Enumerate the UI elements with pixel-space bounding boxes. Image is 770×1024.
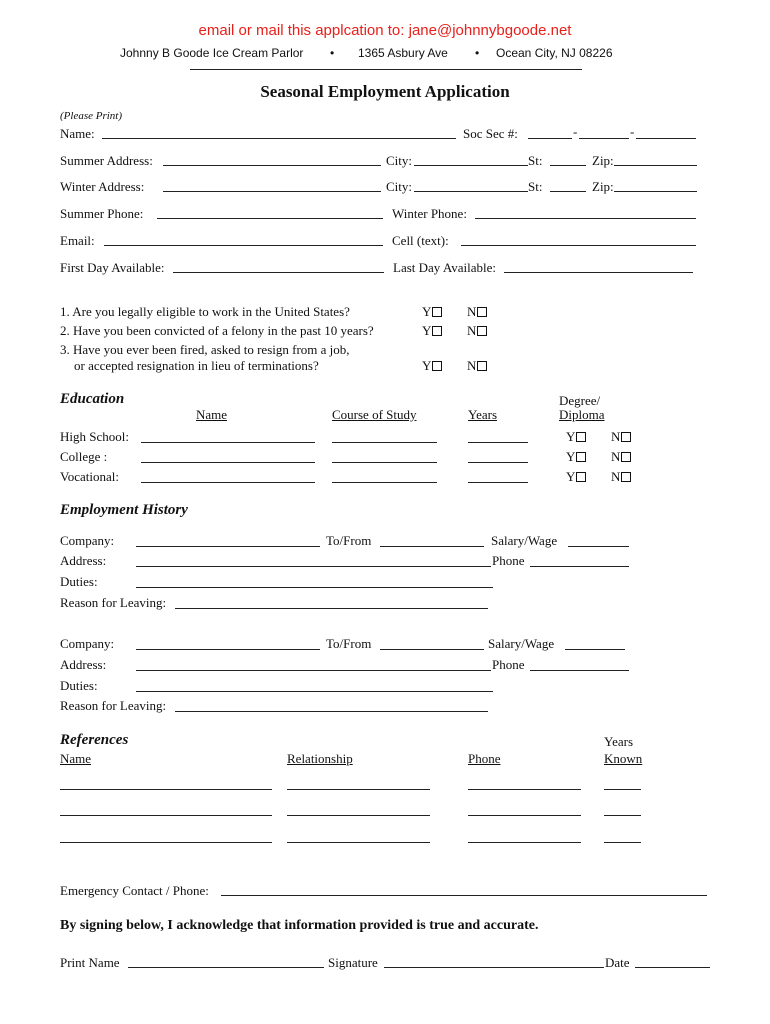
winter-state-line bbox=[550, 191, 586, 192]
print-name-line bbox=[128, 967, 324, 968]
duties-field[interactable] bbox=[136, 677, 493, 691]
ref-phone-field[interactable] bbox=[468, 801, 581, 815]
years-line bbox=[468, 482, 528, 483]
employment-heading: Employment History bbox=[60, 502, 188, 518]
ref-name-line bbox=[60, 842, 272, 843]
cell-field[interactable] bbox=[461, 231, 696, 245]
course-line bbox=[332, 462, 437, 463]
years-line bbox=[468, 462, 528, 463]
summer-address-line bbox=[163, 165, 381, 166]
ref-name-field[interactable] bbox=[60, 801, 272, 815]
edu-row-label: Vocational: bbox=[60, 469, 119, 484]
reason-label: Reason for Leaving: bbox=[60, 698, 167, 713]
soc-sec-dash: - bbox=[630, 124, 635, 139]
print-name-field[interactable] bbox=[128, 953, 324, 967]
ref-name-field[interactable] bbox=[60, 828, 272, 842]
header-rule bbox=[190, 69, 582, 70]
emergency-contact-field[interactable] bbox=[221, 881, 707, 895]
yes-label: Y bbox=[422, 323, 432, 338]
winter-city-field[interactable] bbox=[414, 177, 528, 191]
address-label: Address: bbox=[60, 553, 107, 568]
ref-name-field[interactable] bbox=[60, 775, 272, 789]
print-name-label: Print Name bbox=[60, 955, 120, 970]
ref-phone-line bbox=[468, 842, 581, 843]
summer-state-line bbox=[550, 165, 586, 166]
to-from-line bbox=[380, 546, 484, 547]
first-day-line bbox=[173, 272, 384, 273]
company-field[interactable] bbox=[136, 635, 320, 649]
reason-line bbox=[175, 608, 488, 609]
address-line bbox=[136, 566, 491, 567]
winter-zip-line bbox=[614, 191, 697, 192]
address-line bbox=[136, 670, 491, 671]
col-ref-name: Name bbox=[60, 751, 92, 766]
winter-state-field[interactable] bbox=[550, 177, 586, 191]
reason-field[interactable] bbox=[175, 697, 488, 711]
no-label: N bbox=[611, 469, 621, 484]
course-field[interactable] bbox=[332, 468, 437, 482]
years-field[interactable] bbox=[468, 468, 528, 482]
school-name-field[interactable] bbox=[141, 448, 315, 462]
soc-sec-field-1[interactable] bbox=[528, 124, 572, 138]
signature-label: Signature bbox=[328, 955, 378, 970]
summer-zip-line bbox=[614, 165, 697, 166]
reason-line bbox=[175, 711, 488, 712]
question-3-yes[interactable] bbox=[422, 358, 442, 374]
degree-no[interactable] bbox=[611, 469, 631, 485]
emergency-contact-line bbox=[221, 895, 707, 896]
email-label: Email: bbox=[60, 233, 95, 248]
years-known-header-line1: Years bbox=[604, 734, 634, 749]
course-line bbox=[332, 442, 437, 443]
duties-field[interactable] bbox=[136, 573, 493, 587]
yes-checkbox[interactable] bbox=[432, 361, 442, 371]
company-field[interactable] bbox=[136, 532, 320, 546]
salary-label: Salary/Wage bbox=[488, 636, 555, 651]
please-print-note: (Please Print) bbox=[60, 110, 123, 122]
col-ref-phone: Phone bbox=[468, 751, 501, 766]
name-field[interactable] bbox=[102, 124, 456, 138]
name-label: Name: bbox=[60, 126, 95, 141]
winter-city-label: City: bbox=[386, 179, 413, 194]
question-3: 3. Have you ever been fired, asked to resign from a job, bbox=[60, 342, 350, 357]
school-name-field[interactable] bbox=[141, 468, 315, 482]
duties-label: Duties: bbox=[60, 574, 98, 589]
yes-label: Y bbox=[566, 469, 576, 484]
soc-sec-field-3[interactable] bbox=[636, 124, 696, 138]
yes-label: Y bbox=[566, 429, 576, 444]
first-day-field[interactable] bbox=[173, 258, 384, 272]
company-line bbox=[136, 546, 320, 547]
salary-line bbox=[565, 649, 625, 650]
summer-city-line bbox=[414, 165, 528, 166]
education-heading: Education bbox=[60, 391, 125, 407]
school-name-line bbox=[141, 482, 315, 483]
yes-checkbox[interactable] bbox=[576, 472, 586, 482]
no-checkbox[interactable] bbox=[477, 361, 487, 371]
yes-label: Y bbox=[566, 449, 576, 464]
col-edu-name: Name bbox=[196, 407, 228, 422]
summer-phone-label: Summer Phone: bbox=[60, 206, 144, 221]
winter-zip-label: Zip: bbox=[592, 179, 614, 194]
company-label: Company: bbox=[60, 636, 115, 651]
duties-line bbox=[136, 691, 493, 692]
summer-city-field[interactable] bbox=[414, 151, 528, 165]
salary-field[interactable] bbox=[568, 532, 629, 546]
reason-label: Reason for Leaving: bbox=[60, 595, 167, 610]
phone-line bbox=[530, 670, 629, 671]
no-checkbox[interactable] bbox=[621, 452, 631, 462]
last-day-field[interactable] bbox=[504, 258, 693, 272]
edu-row-label: High School: bbox=[60, 429, 129, 444]
soc-sec-label: Soc Sec #: bbox=[463, 126, 518, 141]
winter-phone-line bbox=[475, 218, 696, 219]
winter-phone-field[interactable] bbox=[475, 204, 696, 218]
years-line bbox=[468, 442, 528, 443]
date-line bbox=[635, 967, 710, 968]
ref-phone-line bbox=[468, 815, 581, 816]
question-1-no[interactable] bbox=[467, 304, 487, 320]
no-checkbox[interactable] bbox=[621, 432, 631, 442]
reason-field[interactable] bbox=[175, 594, 488, 608]
emergency-contact-label: Emergency Contact / Phone: bbox=[60, 883, 209, 898]
col-edu-course: Course of Study bbox=[332, 407, 417, 422]
first-day-label: First Day Available: bbox=[60, 260, 165, 275]
cell-line bbox=[461, 245, 696, 246]
references-heading: References bbox=[60, 732, 129, 748]
school-name-line bbox=[141, 462, 315, 463]
col-ref-relationship: Relationship bbox=[287, 751, 353, 766]
ref-relationship-line bbox=[287, 815, 430, 816]
years-field[interactable] bbox=[468, 448, 528, 462]
course-line bbox=[332, 482, 437, 483]
no-checkbox[interactable] bbox=[477, 326, 487, 336]
to-from-field[interactable] bbox=[380, 635, 484, 649]
degree-yes[interactable] bbox=[566, 429, 586, 445]
company-line bbox=[136, 649, 320, 650]
ref-relationship-field[interactable] bbox=[287, 775, 430, 789]
ref-years-line bbox=[604, 815, 641, 816]
email-instruction: email or mail this applcation to: jane@johnnybgoode.net bbox=[198, 22, 572, 39]
edu-row-label: College : bbox=[60, 449, 108, 464]
ref-phone-field[interactable] bbox=[468, 828, 581, 842]
signature-line bbox=[384, 967, 604, 968]
ref-relationship-field[interactable] bbox=[287, 801, 430, 815]
to-from-field[interactable] bbox=[380, 532, 484, 546]
ref-years-field[interactable] bbox=[604, 775, 641, 789]
degree-header-line1: Degree/ bbox=[559, 393, 601, 408]
salary-label: Salary/Wage bbox=[491, 533, 558, 548]
address-label: Address: bbox=[60, 657, 107, 672]
duties-label: Duties: bbox=[60, 678, 98, 693]
business-name: Johnny B Goode Ice Cream Parlor bbox=[120, 46, 304, 60]
business-city: Ocean City, NJ 08226 bbox=[496, 46, 613, 60]
yes-checkbox[interactable] bbox=[576, 432, 586, 442]
soc-sec-line-3 bbox=[636, 138, 696, 139]
no-label: N bbox=[467, 304, 477, 319]
last-day-label: Last Day Available: bbox=[393, 260, 497, 275]
no-label: N bbox=[611, 429, 621, 444]
to-from-line bbox=[380, 649, 484, 650]
acknowledgement-statement: By signing below, I acknowledge that information provided is true and accurate. bbox=[60, 918, 539, 933]
question-2-yes[interactable] bbox=[422, 323, 442, 339]
question-2: 2. Have you been convicted of a felony in the past 10 years? bbox=[60, 323, 374, 338]
no-label: N bbox=[611, 449, 621, 464]
ref-relationship-line bbox=[287, 842, 430, 843]
years-field[interactable] bbox=[468, 428, 528, 442]
phone-label: Phone bbox=[492, 553, 525, 568]
years-known-header-line2: Known bbox=[604, 751, 643, 766]
business-address: 1365 Asbury Ave bbox=[358, 46, 448, 60]
summer-phone-field[interactable] bbox=[157, 204, 383, 218]
degree-no[interactable] bbox=[611, 449, 631, 465]
phone-field[interactable] bbox=[530, 656, 629, 670]
soc-sec-line-1 bbox=[528, 138, 572, 139]
summer-city-label: City: bbox=[386, 153, 413, 168]
ref-relationship-field[interactable] bbox=[287, 828, 430, 842]
salary-field[interactable] bbox=[565, 635, 625, 649]
name-line bbox=[102, 138, 456, 139]
to-from-label: To/From bbox=[326, 636, 372, 651]
ref-years-line bbox=[604, 789, 641, 790]
soc-sec-dash: - bbox=[573, 124, 578, 139]
salary-line bbox=[568, 546, 629, 547]
col-edu-years: Years bbox=[468, 407, 498, 422]
company-label: Company: bbox=[60, 533, 115, 548]
ref-name-line bbox=[60, 815, 272, 816]
summer-zip-field[interactable] bbox=[614, 151, 697, 165]
winter-address-label: Winter Address: bbox=[60, 179, 145, 194]
header-bullet: • bbox=[330, 46, 335, 60]
ref-name-line bbox=[60, 789, 272, 790]
degree-header-line2: Diploma bbox=[559, 407, 605, 422]
no-checkbox[interactable] bbox=[477, 307, 487, 317]
course-field[interactable] bbox=[332, 428, 437, 442]
winter-address-field[interactable] bbox=[163, 177, 381, 191]
yes-label: Y bbox=[422, 304, 432, 319]
question-1-yes[interactable] bbox=[422, 304, 442, 320]
no-checkbox[interactable] bbox=[621, 472, 631, 482]
degree-no[interactable] bbox=[611, 429, 631, 445]
page-title: Seasonal Employment Application bbox=[260, 82, 510, 101]
phone-line bbox=[530, 566, 629, 567]
yes-checkbox[interactable] bbox=[576, 452, 586, 462]
no-label: N bbox=[467, 323, 477, 338]
address-field[interactable] bbox=[136, 552, 491, 566]
degree-yes[interactable] bbox=[566, 449, 586, 465]
question-1: 1. Are you legally eligible to work in the United States? bbox=[60, 304, 350, 319]
to-from-label: To/From bbox=[326, 533, 372, 548]
signature-field[interactable] bbox=[384, 953, 604, 967]
last-day-line bbox=[504, 272, 693, 273]
school-name-field[interactable] bbox=[141, 428, 315, 442]
school-name-line bbox=[141, 442, 315, 443]
winter-phone-label: Winter Phone: bbox=[392, 206, 467, 221]
email-field[interactable] bbox=[104, 231, 383, 245]
question-3-continued: or accepted resignation in lieu of terminations? bbox=[74, 358, 319, 373]
summer-zip-label: Zip: bbox=[592, 153, 614, 168]
date-field[interactable] bbox=[635, 953, 710, 967]
soc-sec-line-2 bbox=[579, 138, 629, 139]
course-field[interactable] bbox=[332, 448, 437, 462]
summer-address-label: Summer Address: bbox=[60, 153, 153, 168]
winter-state-label: St: bbox=[528, 179, 543, 194]
ref-phone-line bbox=[468, 789, 581, 790]
ref-years-field[interactable] bbox=[604, 801, 641, 815]
phone-field[interactable] bbox=[530, 552, 629, 566]
soc-sec-field-2[interactable] bbox=[579, 124, 629, 138]
yes-checkbox[interactable] bbox=[432, 326, 442, 336]
winter-zip-field[interactable] bbox=[614, 177, 697, 191]
duties-line bbox=[136, 587, 493, 588]
email-line bbox=[104, 245, 383, 246]
ref-phone-field[interactable] bbox=[468, 775, 581, 789]
summer-state-label: St: bbox=[528, 153, 543, 168]
date-label: Date bbox=[605, 955, 630, 970]
phone-label: Phone bbox=[492, 657, 525, 672]
yes-checkbox[interactable] bbox=[432, 307, 442, 317]
question-3-no[interactable] bbox=[467, 358, 487, 374]
cell-label: Cell (text): bbox=[392, 233, 449, 248]
no-label: N bbox=[467, 358, 477, 373]
winter-address-line bbox=[163, 191, 381, 192]
summer-address-field[interactable] bbox=[163, 151, 381, 165]
ref-relationship-line bbox=[287, 789, 430, 790]
summer-phone-line bbox=[157, 218, 383, 219]
ref-years-line bbox=[604, 842, 641, 843]
ref-years-field[interactable] bbox=[604, 828, 641, 842]
header-bullet: • bbox=[475, 46, 480, 60]
yes-label: Y bbox=[422, 358, 432, 373]
summer-state-field[interactable] bbox=[550, 151, 586, 165]
winter-city-line bbox=[414, 191, 528, 192]
degree-yes[interactable] bbox=[566, 469, 586, 485]
question-2-no[interactable] bbox=[467, 323, 487, 339]
address-field[interactable] bbox=[136, 656, 491, 670]
